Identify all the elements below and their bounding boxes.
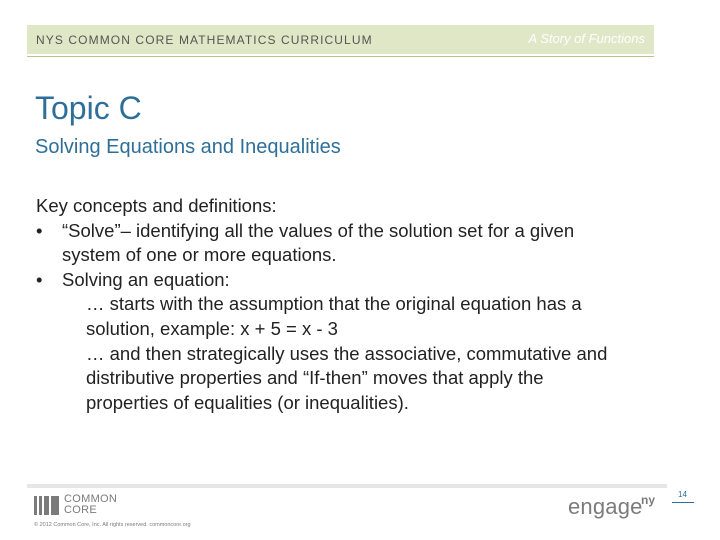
common-core-wordmark: COMMON CORE [64, 493, 118, 516]
bullet-marker: • [36, 219, 43, 241]
bullet-line: “Solve”– identifying all the values of the solution set for a given [62, 219, 575, 241]
header-divider [27, 56, 654, 57]
page-subtitle: Solving Equations and Inequalities [35, 136, 341, 158]
bullet-item [36, 219, 676, 268]
slide-body [36, 194, 676, 415]
sub-item-line: properties of equalities (or inequalities). [86, 391, 409, 413]
sub-item-line: … starts with the assumption that the original equation has a [86, 293, 582, 315]
bullet-line: system of one or more equations. [62, 244, 337, 266]
engageny-logo-sup: ny [641, 493, 656, 507]
page-number-underline [672, 502, 694, 503]
curriculum-label: NYS COMMON CORE MATHEMATICS CURRICULUM [36, 33, 373, 47]
sub-item-line: solution, example: x + 5 = x - 3 [86, 317, 338, 339]
sub-item [36, 292, 676, 341]
sub-item-line: … and then strategically uses the associative, commutative and [86, 342, 608, 364]
sub-item-line: distributive properties and “If-then” moves that apply the [86, 367, 544, 389]
engageny-logo: engage [568, 494, 643, 519]
common-core-logo [34, 494, 129, 518]
bullet-marker: • [36, 268, 43, 290]
page-title: Topic C [35, 90, 142, 126]
footer-divider [27, 484, 667, 488]
sub-item [36, 342, 676, 416]
bullet-line: Solving an equation: [62, 268, 230, 290]
copyright-text: © 2012 Common Core, Inc. All rights reserved. commoncore.org [34, 522, 191, 528]
bullet-item [36, 268, 676, 293]
module-name: A Story of Functions [528, 31, 645, 46]
intro-text: Key concepts and definitions: [36, 195, 277, 216]
page-number: 14 [678, 490, 687, 499]
